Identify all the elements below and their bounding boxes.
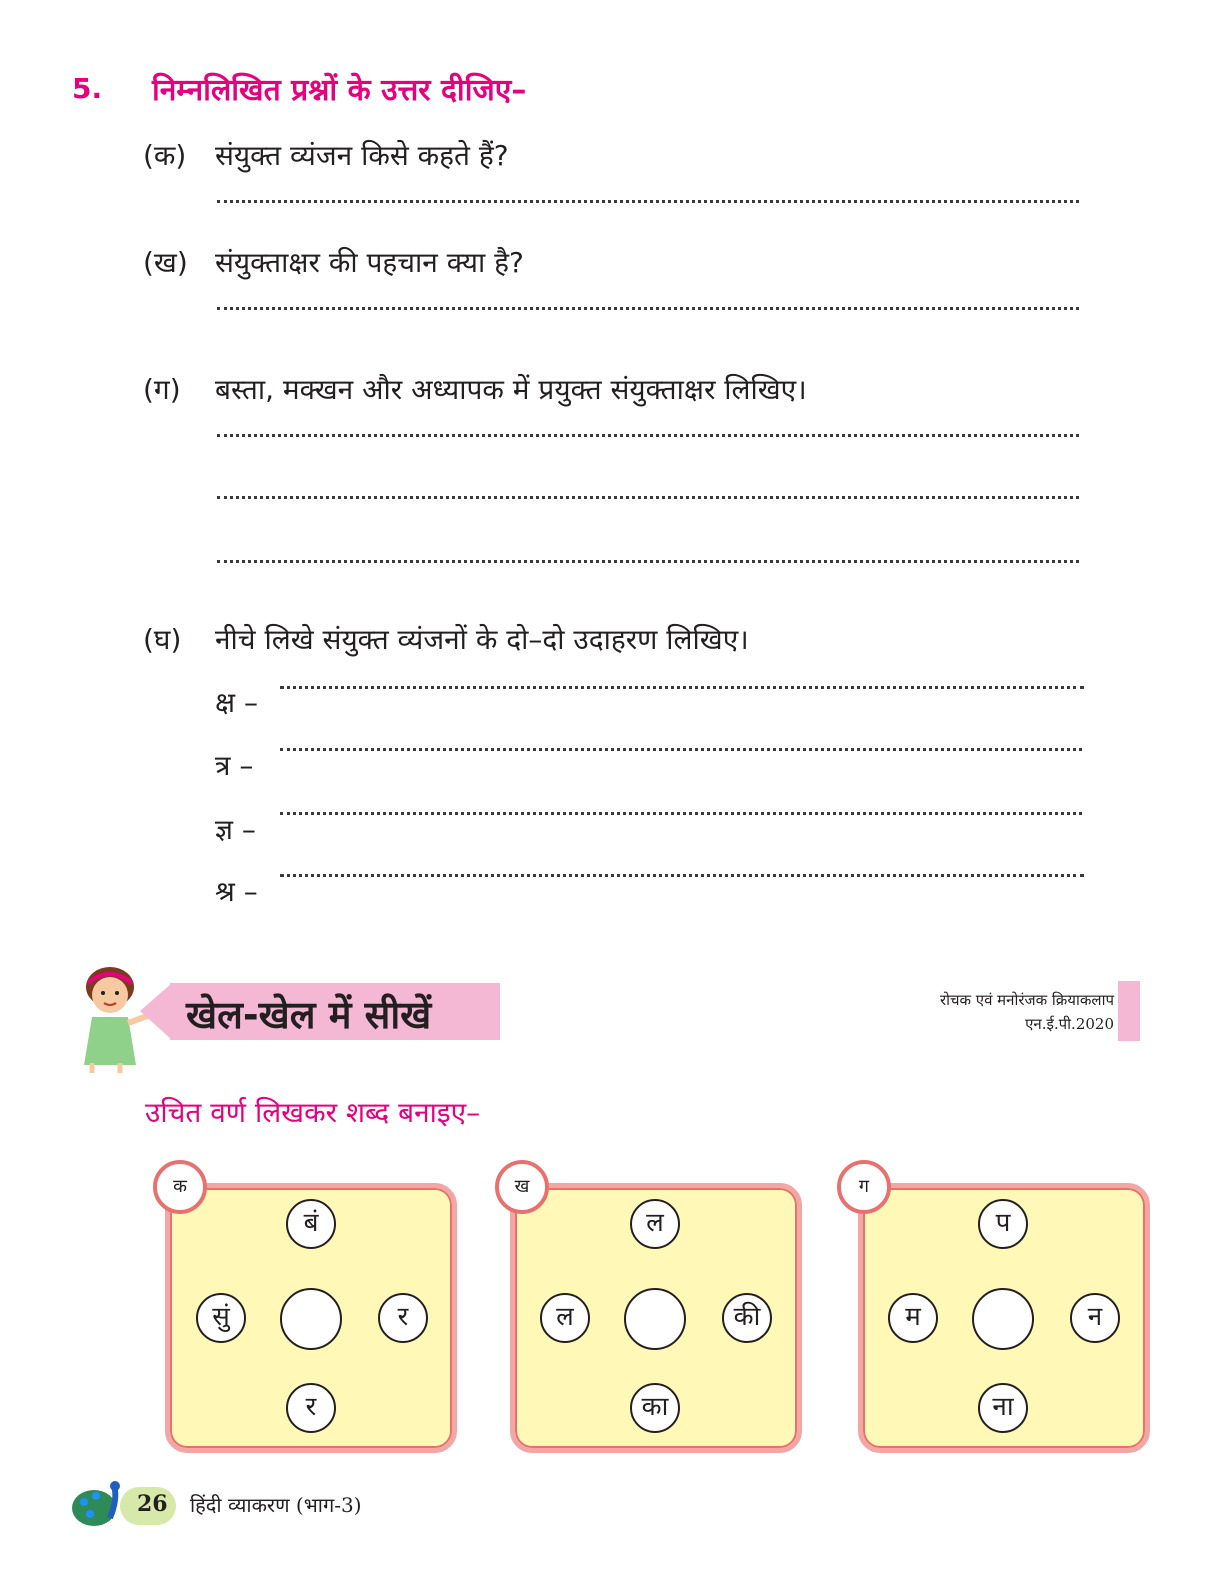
blank-circle[interactable] bbox=[972, 1288, 1034, 1350]
conjunct-label: ज्ञ – bbox=[215, 813, 256, 846]
letter-circle-top: ल bbox=[630, 1199, 680, 1249]
letter-circle-top: बं bbox=[286, 1199, 336, 1249]
puzzle-tag: ग bbox=[837, 1160, 891, 1214]
puzzle-tag: क bbox=[153, 1160, 207, 1214]
letter-circle-bottom: का bbox=[630, 1383, 680, 1433]
answer-line[interactable] bbox=[217, 200, 1079, 203]
banner-title: खेल-खेल में सीखें bbox=[186, 993, 432, 1037]
sub-question-gha bbox=[143, 620, 749, 658]
letter-circle-top: प bbox=[978, 1199, 1028, 1249]
answer-line[interactable] bbox=[280, 874, 1084, 877]
conjunct-label: क्ष – bbox=[215, 686, 258, 719]
sub-question-text: बस्ता, मक्खन और अध्यापक में प्रयुक्त संयुक्ताक्षर लिखिए। bbox=[215, 373, 807, 406]
note-bar bbox=[1118, 981, 1140, 1041]
puzzle-tag: ख bbox=[495, 1160, 549, 1214]
sub-question-text: संयुक्त व्यंजन किसे कहते हैं? bbox=[215, 139, 509, 172]
activity-note bbox=[940, 988, 1114, 1036]
letter-circle-right: की bbox=[722, 1293, 772, 1343]
question-heading: निम्नलिखित प्रश्नों के उत्तर दीजिए– bbox=[152, 73, 527, 108]
sub-question-text: संयुक्ताक्षर की पहचान क्या है? bbox=[215, 246, 524, 279]
sub-question-ga bbox=[143, 370, 807, 408]
conjunct-label: त्र – bbox=[215, 749, 254, 782]
sub-question-label: (ख) bbox=[143, 246, 188, 279]
blank-circle[interactable] bbox=[624, 1288, 686, 1350]
letter-circle-bottom: र bbox=[286, 1383, 336, 1433]
letter-circle-right: र bbox=[378, 1293, 428, 1343]
answer-line[interactable] bbox=[217, 560, 1079, 563]
page-number: 26 bbox=[137, 1491, 168, 1517]
letter-circle-left: म bbox=[888, 1293, 938, 1343]
book-title: हिंदी व्याकरण (भाग-3) bbox=[190, 1493, 362, 1517]
letter-circle-right: न bbox=[1070, 1293, 1120, 1343]
banner-arrow bbox=[140, 983, 172, 1040]
answer-line[interactable] bbox=[217, 434, 1079, 437]
blank-circle[interactable] bbox=[280, 1288, 342, 1350]
letter-circle-bottom: ना bbox=[978, 1383, 1028, 1433]
answer-line[interactable] bbox=[280, 812, 1082, 815]
letter-circle-left: सुं bbox=[196, 1293, 246, 1343]
answer-line[interactable] bbox=[280, 686, 1084, 689]
sub-question-label: (घ) bbox=[143, 623, 182, 656]
sub-question-kha bbox=[143, 243, 524, 281]
sub-question-label: (ग) bbox=[143, 373, 181, 406]
activity-instruction: उचित वर्ण लिखकर शब्द बनाइए– bbox=[145, 1096, 481, 1129]
conjunct-label: श्र – bbox=[215, 875, 258, 908]
answer-line[interactable] bbox=[217, 496, 1079, 499]
answer-line[interactable] bbox=[280, 748, 1082, 751]
activity-note-line: एन.ई.पी.2020 bbox=[1025, 1015, 1114, 1033]
sub-question-label: (क) bbox=[143, 139, 187, 172]
sub-question-ka bbox=[143, 136, 509, 174]
answer-line[interactable] bbox=[217, 307, 1079, 310]
activity-note-line: रोचक एवं मनोरंजक क्रियाकलाप bbox=[939, 991, 1114, 1009]
sub-question-text: नीचे लिखे संयुक्त व्यंजनों के दो–दो उदाहरण लिखिए। bbox=[215, 623, 749, 656]
letter-circle-left: ल bbox=[540, 1293, 590, 1343]
question-number: 5. bbox=[72, 72, 103, 105]
